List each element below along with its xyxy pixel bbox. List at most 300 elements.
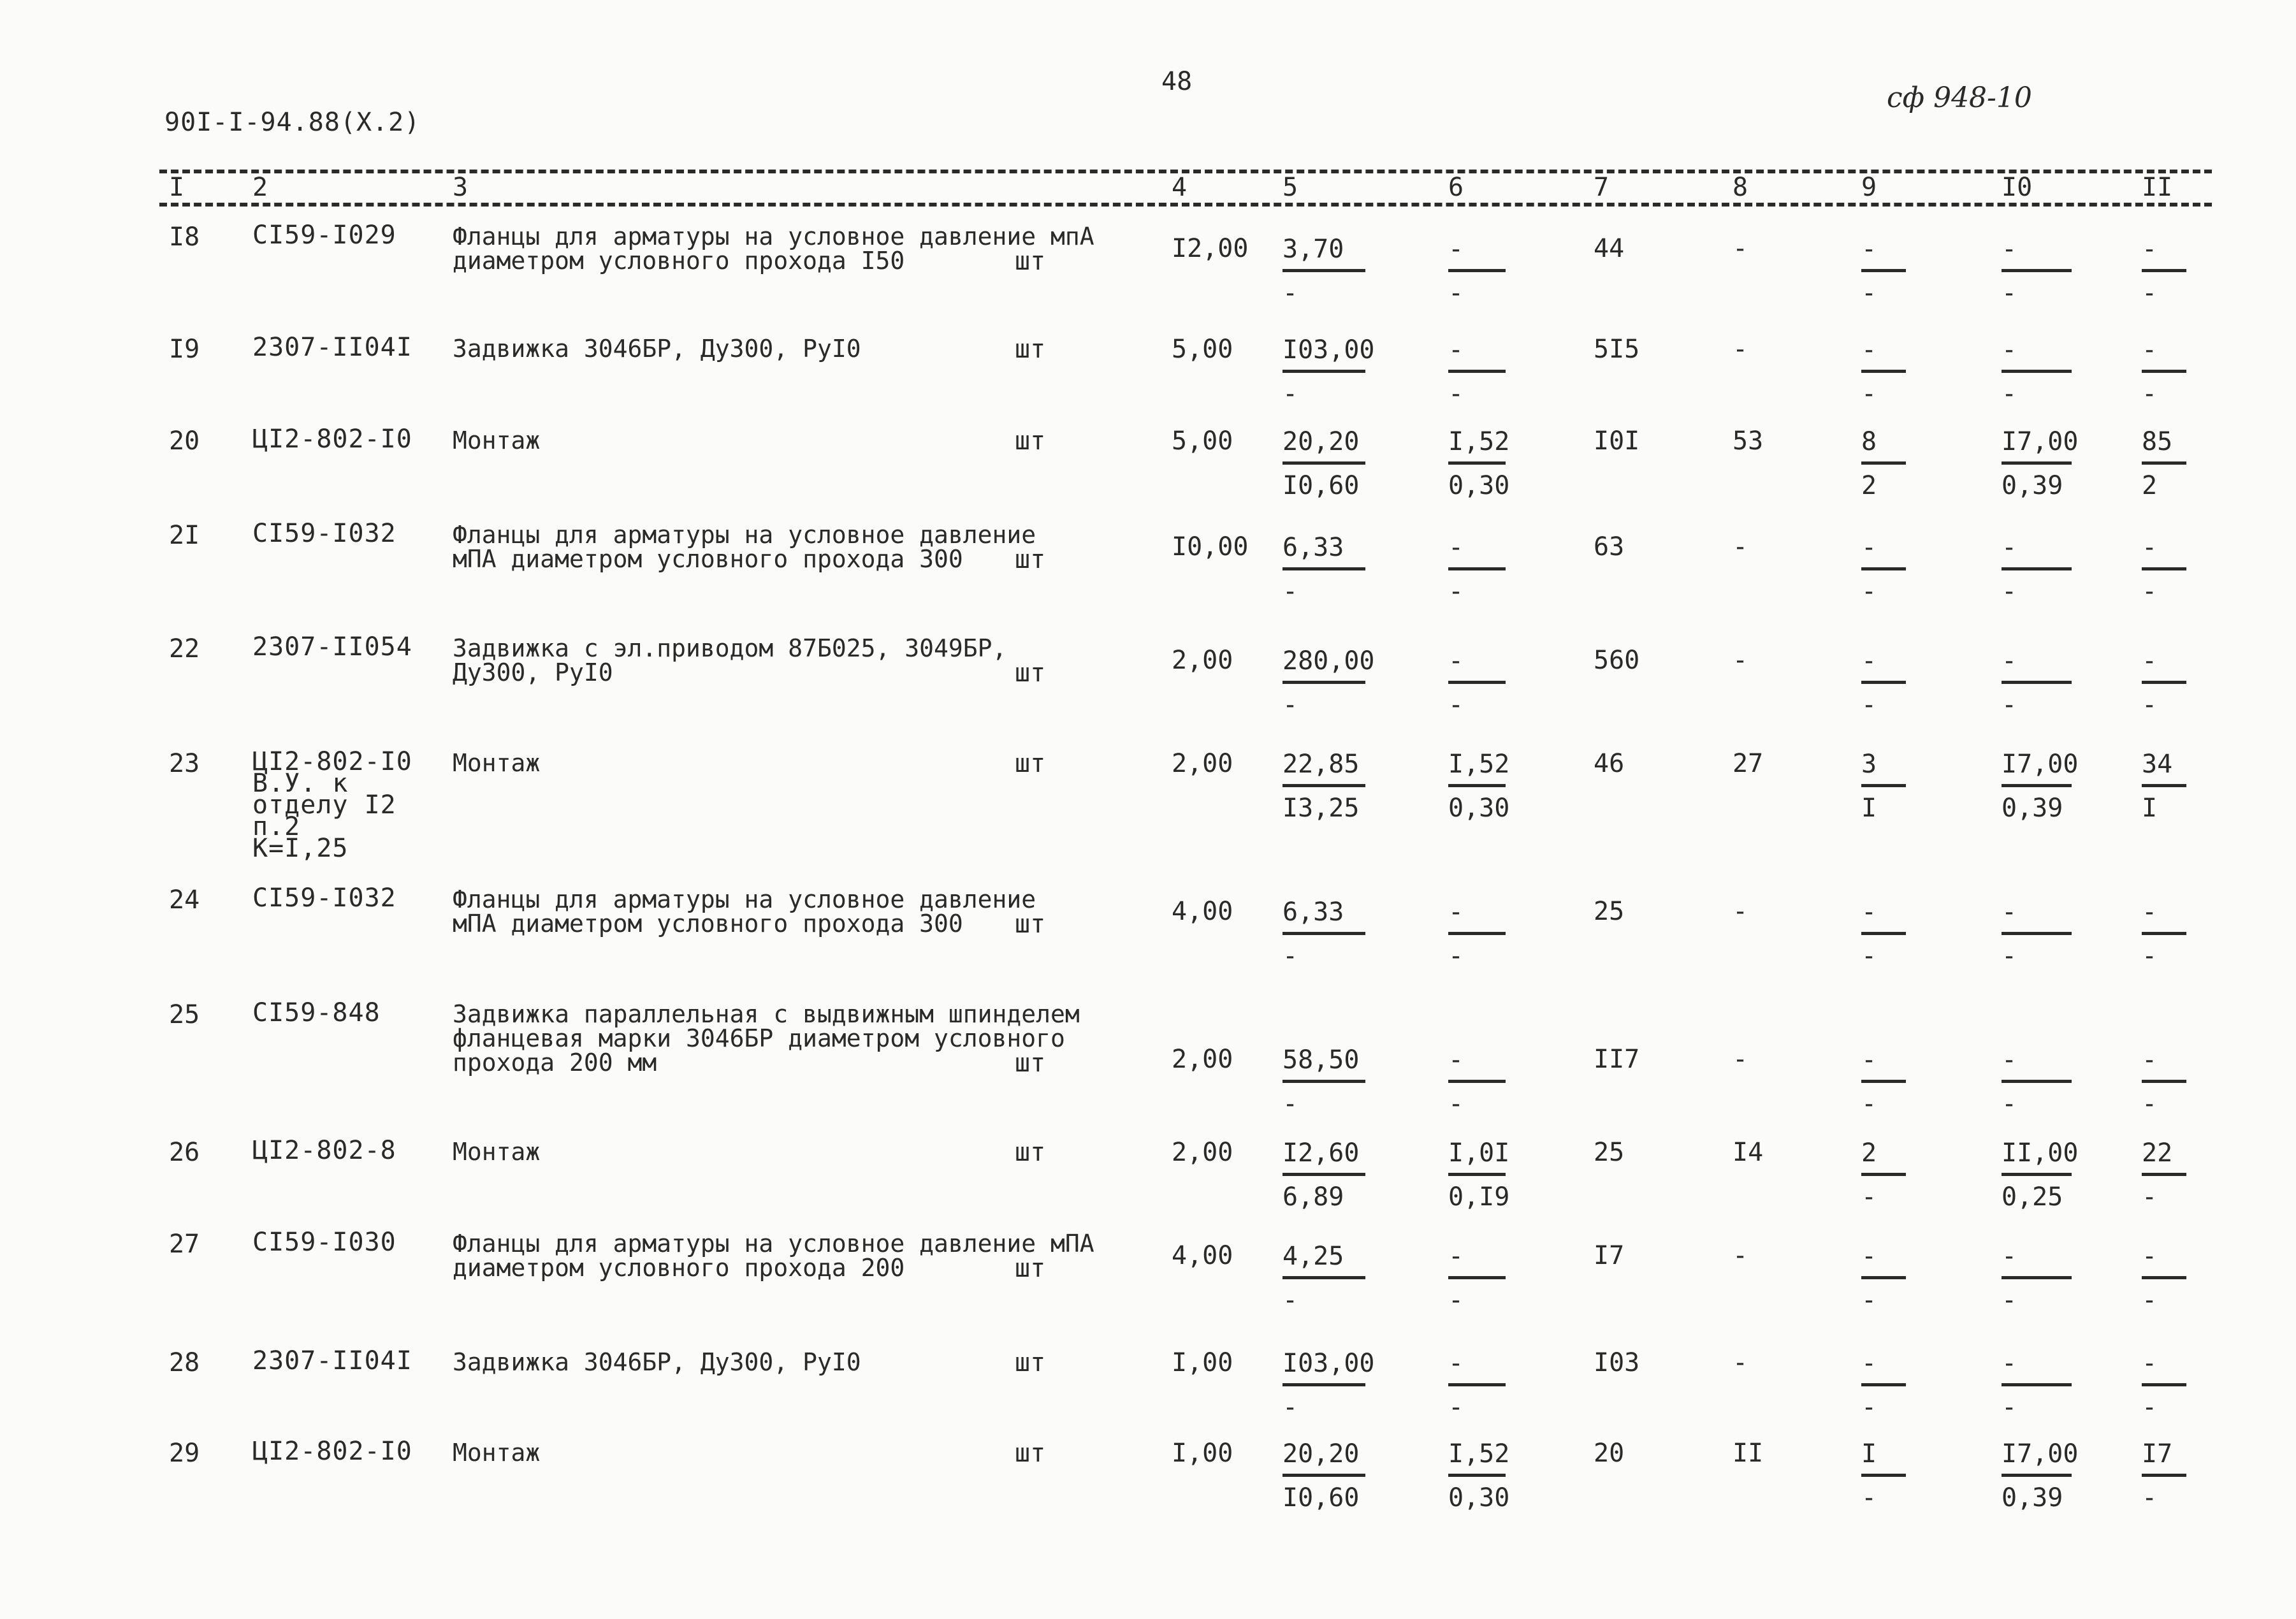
fraction-numerator: -: [2002, 533, 2017, 562]
fraction-numerator: -: [1861, 1045, 1877, 1075]
fraction-numerator: 58,50: [1282, 1045, 1360, 1075]
fraction-denominator: -: [1448, 1286, 1464, 1315]
row-quantity: 4,00: [1172, 897, 1233, 926]
fraction-bar: [1448, 1276, 1506, 1279]
cost-fraction: [1282, 1243, 1365, 1314]
labor-total-fraction: [2142, 236, 2186, 307]
fraction-bar: [1282, 370, 1365, 373]
fraction-denominator: -: [1282, 690, 1298, 720]
column-header: 6: [1448, 173, 1464, 202]
fraction-denominator: -: [2142, 279, 2158, 308]
labor-total-fraction: [2142, 534, 2186, 605]
fraction-numerator: -: [1448, 1242, 1464, 1271]
cost-fraction: [1282, 646, 1375, 720]
row-total: I03: [1594, 1348, 1640, 1377]
row-code: ЦI2-802-I0 В.У. к отделу I2 п.2 К=I,25: [252, 747, 412, 863]
fraction-numerator: -: [1861, 1349, 1877, 1378]
wage-fraction: [1448, 899, 1506, 969]
fraction-numerator: -: [2002, 1349, 2017, 1378]
cost-fraction: [1282, 236, 1365, 307]
row-description: Монтаж: [453, 1439, 541, 1467]
fraction-numerator: 8: [1861, 427, 1877, 456]
labor-total-fraction: [2142, 1441, 2186, 1511]
fraction-bar: [1448, 1080, 1506, 1083]
row-number: I8: [169, 222, 200, 252]
fraction-denominator: -: [1861, 1393, 1877, 1422]
fraction-denominator: -: [2002, 379, 2017, 409]
fraction-denominator: -: [2002, 577, 2017, 606]
fraction-numerator: -: [2142, 1242, 2158, 1271]
fraction-denominator: I0,60: [1282, 471, 1360, 500]
cost-fraction: [1282, 428, 1365, 499]
row-code: CI59-I030: [252, 1228, 396, 1257]
row-code: 2307-II054: [252, 632, 412, 662]
fraction-bar: [1282, 784, 1365, 787]
wage-fraction: [1448, 1047, 1506, 1117]
row-unit: шт: [1015, 1348, 1046, 1377]
row-number: 2I: [169, 521, 200, 550]
row-wage-total: -: [1733, 234, 1748, 263]
fraction-bar: [1861, 1383, 1906, 1386]
machine-fraction: [1861, 1441, 1906, 1511]
fraction-numerator: -: [2002, 646, 2017, 676]
machine-fraction: [1861, 1047, 1906, 1117]
fraction-numerator: I,52: [1448, 427, 1510, 456]
labor-fraction: [2002, 1047, 2072, 1117]
fraction-denominator: 0,39: [2002, 794, 2063, 823]
wage-fraction: [1448, 337, 1506, 407]
fraction-denominator: I3,25: [1282, 794, 1360, 823]
fraction-numerator: -: [1448, 1045, 1464, 1075]
fraction-bar: [2002, 1474, 2072, 1477]
handwritten-note: сф 948-10: [1887, 82, 2032, 114]
row-unit: шт: [1015, 1138, 1046, 1167]
fraction-bar: [1282, 1080, 1365, 1083]
fraction-bar: [2142, 1173, 2186, 1176]
fraction-denominator: -: [1861, 577, 1877, 606]
row-description: Задвижка с эл.приводом 87Б025, 3049БР, Ду300, РуI0: [453, 634, 1007, 686]
row-number: 28: [169, 1348, 200, 1377]
labor-total-fraction: [2142, 1350, 2186, 1421]
fraction-denominator: 6,89: [1282, 1182, 1344, 1212]
fraction-bar: [1861, 269, 1906, 272]
fraction-numerator: -: [2142, 533, 2158, 562]
cost-fraction: [1282, 534, 1365, 605]
fraction-numerator: -: [2142, 1045, 2158, 1075]
fraction-bar: [1448, 681, 1506, 684]
machine-fraction: [1861, 1140, 1906, 1210]
row-number: 29: [169, 1439, 200, 1468]
fraction-denominator: -: [1861, 1089, 1877, 1119]
fraction-bar: [2002, 1383, 2072, 1386]
machine-fraction: [1861, 751, 1906, 822]
fraction-numerator: 3: [1861, 750, 1877, 779]
fraction-denominator: -: [1448, 577, 1464, 606]
fraction-numerator: -: [1448, 335, 1464, 365]
column-header: 9: [1861, 173, 1877, 202]
labor-fraction: [2002, 337, 2072, 407]
fraction-denominator: -: [1282, 379, 1298, 409]
row-description: Фланцы для арматуры на условное давление мПА диаметром условного прохода 300: [453, 885, 1036, 938]
fraction-denominator: -: [2142, 1089, 2158, 1119]
fraction-bar: [1861, 1173, 1906, 1176]
labor-total-fraction: [2142, 1243, 2186, 1314]
labor-total-fraction: [2142, 1140, 2186, 1210]
page-number: 48: [1161, 67, 1193, 96]
fraction-numerator: -: [1448, 1349, 1464, 1378]
fraction-denominator: -: [1282, 1286, 1298, 1315]
row-code: CI59-I032: [252, 883, 396, 913]
wage-fraction: [1448, 427, 1510, 500]
row-total: 560: [1594, 646, 1640, 675]
labor-total-fraction: [2142, 428, 2186, 499]
fraction-numerator: -: [2002, 235, 2017, 264]
cost-fraction: [1282, 335, 1375, 409]
fraction-bar: [2002, 1276, 2072, 1279]
row-description: Фланцы для арматуры на условное давление мПА диаметром условного прохода 300: [453, 521, 1036, 573]
fraction-numerator: -: [1861, 1242, 1877, 1271]
row-quantity: I0,00: [1172, 532, 1249, 562]
row-total: 46: [1594, 749, 1625, 778]
fraction-numerator: -: [1448, 897, 1464, 927]
fraction-bar: [2142, 461, 2186, 465]
fraction-bar: [2142, 370, 2186, 373]
fraction-denominator: -: [1282, 577, 1298, 606]
fraction-bar: [2002, 461, 2072, 465]
fraction-bar: [1448, 1474, 1506, 1477]
fraction-denominator: -: [1448, 1393, 1464, 1422]
fraction-numerator: -: [1861, 235, 1877, 264]
fraction-denominator: -: [1282, 1089, 1298, 1119]
fraction-bar: [1282, 1276, 1365, 1279]
wage-fraction: [1448, 1138, 1510, 1212]
fraction-bar: [2002, 784, 2072, 787]
row-code: CI59-I029: [252, 221, 396, 250]
row-wage-total: II: [1733, 1439, 1764, 1468]
row-wage-total: I4: [1733, 1138, 1764, 1167]
fraction-denominator: -: [1861, 1286, 1877, 1315]
row-total: 25: [1594, 897, 1625, 926]
fraction-bar: [2142, 269, 2186, 272]
fraction-numerator: I: [1861, 1439, 1877, 1469]
fraction-denominator: -: [1282, 941, 1298, 971]
fraction-bar: [1282, 1173, 1365, 1176]
row-quantity: 5,00: [1172, 335, 1233, 364]
row-total: 5I5: [1594, 335, 1640, 364]
fraction-denominator: -: [1861, 941, 1877, 971]
fraction-denominator: -: [2002, 279, 2017, 308]
fraction-bar: [2002, 269, 2072, 272]
header-bottom-rule: [159, 203, 2212, 207]
cost-fraction: [1282, 1047, 1365, 1117]
row-unit: шт: [1015, 426, 1046, 456]
labor-fraction: [2002, 534, 2072, 605]
fraction-bar: [1282, 269, 1365, 272]
fraction-numerator: I,52: [1448, 750, 1510, 779]
fraction-bar: [1861, 784, 1906, 787]
row-wage-total: -: [1733, 1348, 1748, 1377]
row-code: ЦI2-802-I0: [252, 1437, 412, 1466]
row-wage-total: -: [1733, 897, 1748, 926]
fraction-denominator: 0,25: [2002, 1182, 2063, 1212]
column-header: 7: [1594, 173, 1609, 202]
fraction-numerator: -: [1861, 335, 1877, 365]
fraction-numerator: I,52: [1448, 1439, 1510, 1469]
row-number: 26: [169, 1138, 200, 1167]
cost-fraction: [1282, 751, 1365, 822]
fraction-denominator: -: [2002, 690, 2017, 720]
fraction-denominator: -: [1861, 379, 1877, 409]
fraction-denominator: 0,39: [2002, 471, 2063, 500]
labor-fraction: [2002, 899, 2072, 969]
fraction-denominator: -: [2142, 577, 2158, 606]
fraction-denominator: -: [2002, 1393, 2017, 1422]
column-header: I0: [2002, 173, 2033, 202]
fraction-denominator: -: [1448, 941, 1464, 971]
fraction-numerator: -: [1448, 646, 1464, 676]
fraction-denominator: -: [1861, 1182, 1877, 1212]
machine-fraction: [1861, 1350, 1906, 1421]
wage-fraction: [1448, 1243, 1506, 1314]
fraction-numerator: -: [2142, 646, 2158, 676]
fraction-numerator: 4,25: [1282, 1242, 1344, 1271]
row-code: CI59-848: [252, 998, 381, 1027]
column-header: 3: [453, 173, 469, 202]
row-unit: шт: [1015, 749, 1046, 778]
fraction-denominator: 0,30: [1448, 471, 1510, 500]
column-header: 2: [252, 173, 268, 202]
row-quantity: I2,00: [1172, 234, 1249, 263]
machine-fraction: [1861, 899, 1906, 969]
fraction-bar: [1282, 932, 1365, 935]
row-wage-total: -: [1733, 532, 1748, 562]
row-number: 23: [169, 749, 200, 778]
fraction-bar: [1861, 681, 1906, 684]
row-wage-total: -: [1733, 1045, 1748, 1074]
row-number: I9: [169, 335, 200, 364]
row-code: CI59-I032: [252, 519, 396, 548]
row-wage-total: -: [1733, 335, 1748, 364]
fraction-numerator: 3,70: [1282, 235, 1344, 264]
row-unit: шт: [1015, 1254, 1046, 1283]
fraction-numerator: -: [1448, 533, 1464, 562]
fraction-bar: [1861, 1276, 1906, 1279]
row-description: Фланцы для арматуры на условное давление мпА диаметром условного прохода I50: [453, 222, 1094, 275]
fraction-denominator: -: [2142, 690, 2158, 720]
fraction-numerator: I7,00: [2002, 1439, 2079, 1469]
row-description: Фланцы для арматуры на условное давление мПА диаметром условного прохода 200: [453, 1230, 1094, 1282]
fraction-denominator: -: [1282, 279, 1298, 308]
fraction-numerator: I03,00: [1282, 335, 1375, 365]
fraction-denominator: -: [2142, 1286, 2158, 1315]
labor-fraction: [2002, 1243, 2072, 1314]
row-number: 25: [169, 1000, 200, 1029]
cost-fraction: [1282, 1441, 1365, 1511]
fraction-denominator: 2: [1861, 471, 1877, 500]
row-total: I7: [1594, 1241, 1625, 1270]
row-number: 27: [169, 1230, 200, 1259]
row-number: 22: [169, 634, 200, 664]
fraction-denominator: -: [1448, 379, 1464, 409]
column-header: II: [2142, 173, 2173, 202]
fraction-denominator: -: [1448, 690, 1464, 720]
fraction-bar: [1282, 1474, 1365, 1477]
fraction-numerator: I,0I: [1448, 1138, 1510, 1168]
fraction-denominator: -: [1448, 1089, 1464, 1119]
fraction-denominator: -: [2142, 1182, 2158, 1212]
fraction-numerator: -: [1448, 235, 1464, 264]
document-code: 90I-I-94.88(X.2): [164, 108, 421, 137]
row-number: 24: [169, 885, 200, 915]
machine-fraction: [1861, 428, 1906, 499]
fraction-numerator: I03,00: [1282, 1349, 1375, 1378]
wage-fraction: [1448, 648, 1506, 718]
row-description: Монтаж: [453, 749, 541, 777]
fraction-denominator: -: [2142, 1393, 2158, 1422]
fraction-numerator: -: [2142, 335, 2158, 365]
fraction-bar: [2002, 1173, 2072, 1176]
fraction-bar: [1861, 1474, 1906, 1477]
row-unit: шт: [1015, 1439, 1046, 1468]
fraction-denominator: -: [2002, 1089, 2017, 1119]
fraction-denominator: -: [2142, 379, 2158, 409]
fraction-bar: [2002, 932, 2072, 935]
row-total: 63: [1594, 532, 1625, 562]
fraction-numerator: II,00: [2002, 1138, 2079, 1168]
fraction-numerator: 280,00: [1282, 646, 1375, 676]
column-header: 5: [1282, 173, 1298, 202]
fraction-denominator: I0,60: [1282, 1483, 1360, 1513]
fraction-bar: [1282, 461, 1365, 465]
fraction-denominator: 0,39: [2002, 1483, 2063, 1513]
fraction-numerator: 20,20: [1282, 427, 1360, 456]
fraction-numerator: 6,33: [1282, 897, 1344, 927]
wage-fraction: [1448, 1350, 1506, 1421]
fraction-bar: [2142, 932, 2186, 935]
cost-fraction: [1282, 1140, 1365, 1210]
fraction-denominator: -: [2142, 941, 2158, 971]
fraction-bar: [1448, 1173, 1506, 1176]
wage-fraction: [1448, 1439, 1510, 1513]
fraction-bar: [1448, 1383, 1506, 1386]
fraction-denominator: -: [1861, 1483, 1877, 1513]
fraction-numerator: I7,00: [2002, 427, 2079, 456]
row-wage-total: -: [1733, 646, 1748, 675]
row-quantity: 4,00: [1172, 1241, 1233, 1270]
fraction-numerator: 2: [1861, 1138, 1877, 1168]
row-description: Монтаж: [453, 426, 541, 454]
fraction-bar: [1861, 932, 1906, 935]
row-unit: шт: [1015, 910, 1046, 939]
fraction-bar: [1282, 1383, 1365, 1386]
row-unit: шт: [1015, 1049, 1046, 1078]
row-quantity: 2,00: [1172, 749, 1233, 778]
labor-fraction: [2002, 648, 2072, 718]
column-header: 8: [1733, 173, 1748, 202]
fraction-bar: [2142, 567, 2186, 570]
fraction-bar: [1448, 370, 1506, 373]
row-unit: шт: [1015, 247, 1046, 276]
row-unit: шт: [1015, 545, 1046, 574]
row-wage-total: -: [1733, 1241, 1748, 1270]
fraction-bar: [1448, 269, 1506, 272]
labor-total-fraction: [2142, 1047, 2186, 1117]
row-code: 2307-II04I: [252, 1346, 412, 1376]
fraction-numerator: -: [2142, 235, 2158, 264]
fraction-bar: [2142, 1276, 2186, 1279]
labor-fraction: [2002, 750, 2079, 823]
fraction-bar: [2142, 1080, 2186, 1083]
machine-fraction: [1861, 337, 1906, 407]
fraction-denominator: 0,I9: [1448, 1182, 1510, 1212]
labor-fraction: [2002, 1350, 2072, 1421]
machine-fraction: [1861, 236, 1906, 307]
fraction-bar: [2002, 681, 2072, 684]
labor-total-fraction: [2142, 751, 2186, 822]
row-unit: шт: [1015, 335, 1046, 364]
row-code: ЦI2-802-I0: [252, 425, 412, 454]
machine-fraction: [1861, 648, 1906, 718]
fraction-denominator: -: [1282, 1393, 1298, 1422]
fraction-bar: [2002, 370, 2072, 373]
row-total: 44: [1594, 234, 1625, 263]
row-description: Задвижка параллельная с выдвижным шпинделем фланцевая марки 3046БР диаметром условного прохода 200 мм: [453, 1000, 1080, 1077]
row-wage-total: 53: [1733, 426, 1764, 456]
fraction-numerator: -: [2142, 897, 2158, 927]
row-total: II7: [1594, 1045, 1640, 1074]
column-header: I: [169, 173, 185, 202]
row-number: 20: [169, 426, 200, 456]
column-header: 4: [1172, 173, 1188, 202]
row-quantity: 2,00: [1172, 1138, 1233, 1167]
fraction-numerator: 85: [2142, 427, 2173, 456]
fraction-numerator: 22: [2142, 1138, 2173, 1168]
labor-fraction: [2002, 1138, 2079, 1212]
row-total: 25: [1594, 1138, 1625, 1167]
fraction-denominator: -: [1861, 690, 1877, 720]
machine-fraction: [1861, 1243, 1906, 1314]
fraction-bar: [2142, 1383, 2186, 1386]
row-description: Задвижка 3046БР, Ду300, РуI0: [453, 1348, 861, 1376]
labor-fraction: [2002, 1439, 2079, 1513]
fraction-bar: [1861, 1080, 1906, 1083]
fraction-bar: [1448, 932, 1506, 935]
fraction-numerator: 20,20: [1282, 1439, 1360, 1469]
cost-fraction: [1282, 899, 1365, 969]
fraction-bar: [1282, 567, 1365, 570]
labor-fraction: [2002, 236, 2072, 307]
row-total: 20: [1594, 1439, 1625, 1468]
fraction-numerator: -: [1861, 897, 1877, 927]
fraction-bar: [1861, 461, 1906, 465]
wage-fraction: [1448, 534, 1506, 605]
machine-fraction: [1861, 534, 1906, 605]
fraction-numerator: -: [2142, 1349, 2158, 1378]
fraction-denominator: 0,30: [1448, 1483, 1510, 1513]
row-code: 2307-II04I: [252, 333, 412, 362]
row-wage-total: 27: [1733, 749, 1764, 778]
fraction-numerator: I2,60: [1282, 1138, 1360, 1168]
fraction-bar: [2142, 681, 2186, 684]
fraction-denominator: I: [2142, 794, 2158, 823]
fraction-numerator: I7: [2142, 1439, 2173, 1469]
fraction-bar: [2142, 784, 2186, 787]
fraction-numerator: -: [2002, 335, 2017, 365]
fraction-bar: [1861, 370, 1906, 373]
fraction-denominator: -: [1448, 279, 1464, 308]
fraction-numerator: -: [2002, 1045, 2017, 1075]
fraction-numerator: 6,33: [1282, 533, 1344, 562]
